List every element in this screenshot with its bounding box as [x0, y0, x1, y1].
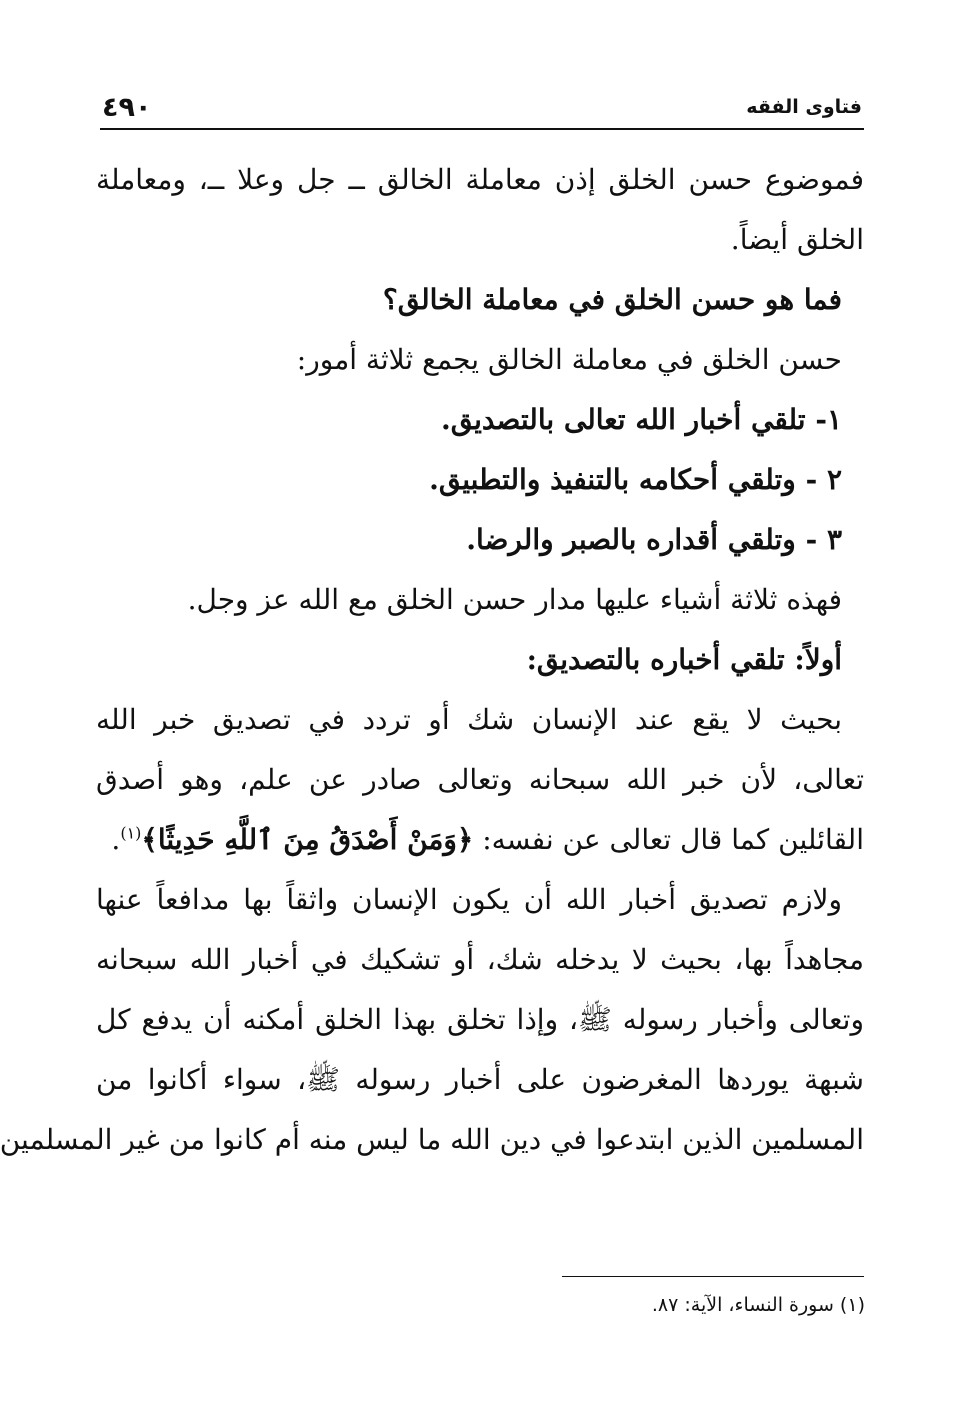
header-divider: [100, 128, 864, 130]
text-line: وتعالى وأخبار رسوله ﷺ، وإذا تخلق بهذا الخلق أمكنه أن يدفع كل: [96, 1003, 864, 1036]
section-heading: أولاً: تلقي أخباره بالتصديق:: [526, 643, 842, 676]
footnote: (١) سورة النساء، الآية: ٨٧.: [651, 1294, 865, 1316]
text-line: تعالى، لأن خبر الله سبحانه وتعالى صادر عن علم، وهو أصدق: [96, 763, 864, 796]
main-text: [0, 150, 864, 1170]
list-item: ٢ - وتلقي أحكامه بالتنفيذ والتطبيق.: [429, 463, 842, 496]
text-line: ولازم تصديق أخبار الله أن يكون الإنسان واثقاً بها مدافعاً عنها: [96, 883, 842, 916]
text-line: مجاهداً بها، بحيث لا يدخله شك، أو تشكيك في أخبار الله سبحانه: [96, 943, 864, 976]
footnote-divider: [562, 1276, 864, 1277]
quran-verse: ﴿وَمَنْ أَصْدَقُ مِنَ ٱللَّهِ حَدِيثًا﴾: [141, 823, 474, 856]
page-number: ٤٩٠: [102, 92, 152, 123]
sentence-end: .: [111, 823, 121, 856]
footnote-reference: (١): [120, 823, 142, 843]
text-line: فموضوع حسن الخلق إذن معاملة الخالق ــ جل وعلا ــ، ومعاملة: [96, 163, 864, 196]
question-heading: فما هو حسن الخلق في معاملة الخالق؟: [382, 283, 842, 316]
book-title: فتاوى الفقه: [746, 96, 862, 118]
text-line: المسلمين الذين ابتدعوا في دين الله ما ليس منه أم كانوا من غير المسلمين: [0, 1123, 864, 1156]
text-line: فهذه ثلاثة أشياء عليها مدار حسن الخلق مع الله عز وجل.: [187, 583, 842, 616]
text-line: شبهة يوردها المغرضون على أخبار رسوله ﷺ، سواء أكانوا من: [96, 1063, 864, 1096]
list-item: ١- تلقي أخبار الله تعالى بالتصديق.: [440, 403, 842, 436]
verse-intro: القائلين كما قال تعالى عن نفسه:: [473, 823, 864, 856]
text-line: حسن الخلق في معاملة الخالق يجمع ثلاثة أمور:: [296, 343, 842, 376]
text-line-with-verse: [96, 810, 864, 870]
running-head: [102, 92, 862, 128]
text-line: الخلق أيضاً.: [730, 223, 864, 256]
text-line: بحيث لا يقع عند الإنسان شك أو تردد في تصديق خبر الله: [96, 703, 842, 736]
list-item: ٣ - وتلقي أقداره بالصبر والرضا.: [466, 523, 842, 556]
